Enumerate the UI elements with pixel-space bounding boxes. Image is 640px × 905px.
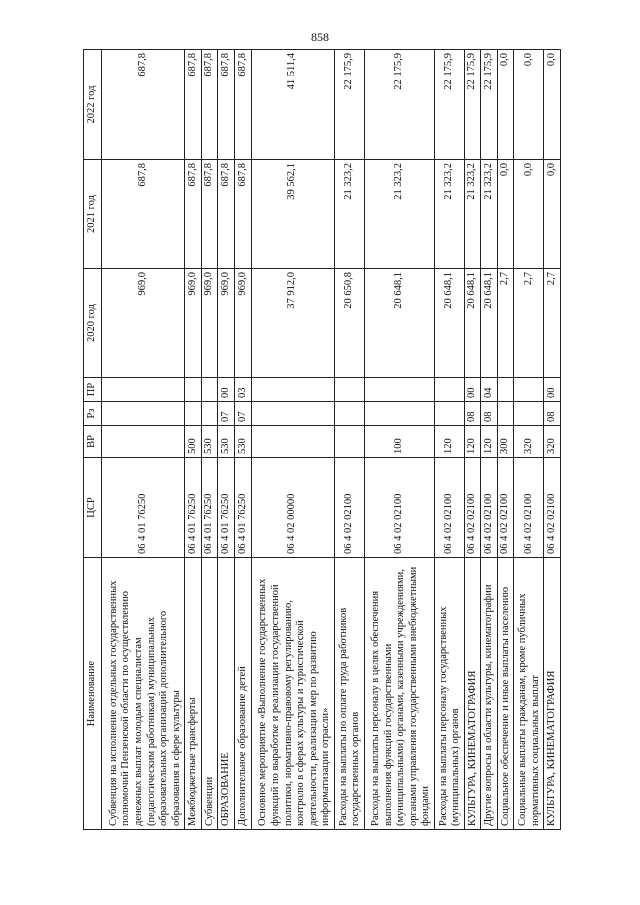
cell-name: ОБРАЗОВАНИЕ xyxy=(218,558,235,830)
cell-2020: 2,7 xyxy=(497,269,514,378)
cell-vr xyxy=(334,426,364,458)
cell-2021: 21 323,2 xyxy=(434,160,464,269)
cell-vr: 530 xyxy=(218,426,235,458)
cell-name: Расходы на выплаты персоналу в целях обеспечения выполнения функций государственными (муниципальными) органами, казенными учреждениями, органами управления государственными внебюджетными фондами xyxy=(364,558,434,830)
cell-2021: 0,0 xyxy=(544,160,561,269)
cell-rz: 07 xyxy=(218,402,235,426)
table-row xyxy=(464,50,481,830)
cell-2020: 969,0 xyxy=(218,269,235,378)
cell-2022: 687,8 xyxy=(185,50,202,160)
cell-2020: 2,7 xyxy=(544,269,561,378)
cell-2022: 22 175,9 xyxy=(464,50,481,160)
table-row xyxy=(364,50,434,830)
cell-name: КУЛЬТУРА, КИНЕМАТОГРАФИЯ xyxy=(464,558,481,830)
cell-2021: 687,8 xyxy=(185,160,202,269)
cell-pr: 00 xyxy=(218,378,235,402)
cell-2021: 21 323,2 xyxy=(464,160,481,269)
cell-vr: 320 xyxy=(544,426,561,458)
cell-pr xyxy=(102,378,185,402)
table-row xyxy=(544,50,561,830)
cell-pr xyxy=(201,378,218,402)
cell-vr: 120 xyxy=(464,426,481,458)
cell-csr: 06 4 01 76250 xyxy=(102,458,185,558)
cell-rz xyxy=(364,402,434,426)
cell-2021: 687,8 xyxy=(102,160,185,269)
cell-pr: 00 xyxy=(464,378,481,402)
cell-vr: 120 xyxy=(481,426,498,458)
cell-csr: 06 4 02 02100 xyxy=(544,458,561,558)
header-vr: ВР xyxy=(84,426,102,458)
cell-csr: 06 4 02 02100 xyxy=(434,458,464,558)
cell-rz: 08 xyxy=(464,402,481,426)
cell-csr: 06 4 02 02100 xyxy=(464,458,481,558)
cell-name: Субвенции xyxy=(201,558,218,830)
cell-rz xyxy=(434,402,464,426)
header-csr: ЦСР xyxy=(84,458,102,558)
cell-2021: 687,8 xyxy=(201,160,218,269)
cell-csr: 06 4 02 02100 xyxy=(364,458,434,558)
cell-csr: 06 4 01 76250 xyxy=(201,458,218,558)
cell-name: Субвенция на исполнение отдельных государственных полномочий Пензенской области по осуществлению денежных выплат молодым специалистам (педагогическим работникам) муниципальных образовательных организаций дополнительного образования в сфере культуры xyxy=(102,558,185,830)
cell-rz: 08 xyxy=(544,402,561,426)
cell-2022: 0,0 xyxy=(514,50,544,160)
cell-name: Дополнительное образование детей xyxy=(235,558,252,830)
cell-rz xyxy=(102,402,185,426)
cell-pr xyxy=(251,378,334,402)
cell-rz xyxy=(251,402,334,426)
cell-rz xyxy=(185,402,202,426)
cell-name: Межбюджетные трансферты xyxy=(185,558,202,830)
cell-csr: 06 4 02 02100 xyxy=(481,458,498,558)
cell-name: Другие вопросы в области культуры, кинематографии xyxy=(481,558,498,830)
header-2020: 2020 год xyxy=(84,269,102,378)
header-name: Наименование xyxy=(84,558,102,830)
cell-2020: 20 648,1 xyxy=(464,269,481,378)
cell-2022: 22 175,9 xyxy=(481,50,498,160)
cell-vr: 320 xyxy=(514,426,544,458)
cell-rz xyxy=(201,402,218,426)
cell-2022: 41 511,4 xyxy=(251,50,334,160)
cell-2022: 687,8 xyxy=(201,50,218,160)
cell-2021: 687,8 xyxy=(218,160,235,269)
cell-csr: 06 4 02 00000 xyxy=(251,458,334,558)
cell-2022: 687,8 xyxy=(102,50,185,160)
cell-pr xyxy=(334,378,364,402)
cell-name: Социальное обеспечение и иные выплаты населению xyxy=(497,558,514,830)
table-row xyxy=(334,50,364,830)
cell-2022: 22 175,9 xyxy=(334,50,364,160)
cell-2020: 20 648,1 xyxy=(481,269,498,378)
cell-csr: 06 4 01 76250 xyxy=(235,458,252,558)
cell-rz xyxy=(497,402,514,426)
cell-vr: 100 xyxy=(364,426,434,458)
cell-2022: 687,8 xyxy=(235,50,252,160)
table-row xyxy=(434,50,464,830)
header-2021: 2021 год xyxy=(84,160,102,269)
cell-vr xyxy=(251,426,334,458)
table-body xyxy=(102,50,561,830)
cell-rz: 07 xyxy=(235,402,252,426)
cell-2021: 21 323,2 xyxy=(481,160,498,269)
table-row xyxy=(251,50,334,830)
cell-rz xyxy=(514,402,544,426)
table-header-row xyxy=(84,50,102,830)
cell-2020: 969,0 xyxy=(235,269,252,378)
table-row xyxy=(201,50,218,830)
cell-2021: 21 323,2 xyxy=(364,160,434,269)
cell-vr xyxy=(102,426,185,458)
header-rz: Рз xyxy=(84,402,102,426)
header-2022: 2022 год xyxy=(84,50,102,160)
cell-pr xyxy=(434,378,464,402)
cell-2020: 20 648,1 xyxy=(434,269,464,378)
cell-2020: 20 650,8 xyxy=(334,269,364,378)
cell-2022: 22 175,9 xyxy=(434,50,464,160)
table-row xyxy=(235,50,252,830)
cell-pr xyxy=(497,378,514,402)
table-row xyxy=(497,50,514,830)
cell-name: Социальные выплаты гражданам, кроме публичных нормативных социальных выплат xyxy=(514,558,544,830)
cell-csr: 06 4 02 02100 xyxy=(514,458,544,558)
rotated-table-container xyxy=(83,50,561,830)
cell-2021: 39 562,1 xyxy=(251,160,334,269)
cell-vr: 530 xyxy=(201,426,218,458)
page-number: 858 xyxy=(311,30,329,44)
cell-2020: 37 912,0 xyxy=(251,269,334,378)
cell-pr: 04 xyxy=(481,378,498,402)
cell-2020: 20 648,1 xyxy=(364,269,434,378)
cell-pr: 03 xyxy=(235,378,252,402)
cell-2020: 969,0 xyxy=(185,269,202,378)
cell-2021: 21 323,2 xyxy=(334,160,364,269)
cell-2020: 969,0 xyxy=(201,269,218,378)
table-row xyxy=(185,50,202,830)
cell-vr: 530 xyxy=(235,426,252,458)
cell-2022: 687,8 xyxy=(218,50,235,160)
table-row xyxy=(218,50,235,830)
cell-2021: 0,0 xyxy=(497,160,514,269)
cell-2022: 22 175,9 xyxy=(364,50,434,160)
cell-name: КУЛЬТУРА, КИНЕМАТОГРАФИЯ xyxy=(544,558,561,830)
cell-2022: 0,0 xyxy=(544,50,561,160)
table-row xyxy=(514,50,544,830)
cell-rz xyxy=(334,402,364,426)
cell-2020: 2,7 xyxy=(514,269,544,378)
cell-csr: 06 4 01 76250 xyxy=(218,458,235,558)
cell-2020: 969,0 xyxy=(102,269,185,378)
header-pr: ПР xyxy=(84,378,102,402)
table-row xyxy=(481,50,498,830)
cell-name: Расходы на выплаты персоналу государственных (муниципальных) органов xyxy=(434,558,464,830)
cell-2022: 0,0 xyxy=(497,50,514,160)
cell-pr xyxy=(185,378,202,402)
cell-2021: 687,8 xyxy=(235,160,252,269)
cell-pr: 00 xyxy=(544,378,561,402)
cell-vr: 300 xyxy=(497,426,514,458)
cell-pr xyxy=(364,378,434,402)
cell-2021: 0,0 xyxy=(514,160,544,269)
cell-name: Основное мероприятие «Выполнение государственных функций по выработке и реализации государственной политики, нормативно-правовому регулированию, контролю в сферах культуры и туристической деятельности, реализации мер по развитию информатизации отрасли» xyxy=(251,558,334,830)
table-row xyxy=(102,50,185,830)
cell-vr: 120 xyxy=(434,426,464,458)
cell-csr: 06 4 02 02100 xyxy=(497,458,514,558)
cell-pr xyxy=(514,378,544,402)
cell-rz: 08 xyxy=(481,402,498,426)
cell-vr: 500 xyxy=(185,426,202,458)
budget-table xyxy=(83,49,561,830)
cell-csr: 06 4 02 02100 xyxy=(334,458,364,558)
cell-csr: 06 4 01 76250 xyxy=(185,458,202,558)
cell-name: Расходы на выплаты по оплате труда работников государственных органов xyxy=(334,558,364,830)
